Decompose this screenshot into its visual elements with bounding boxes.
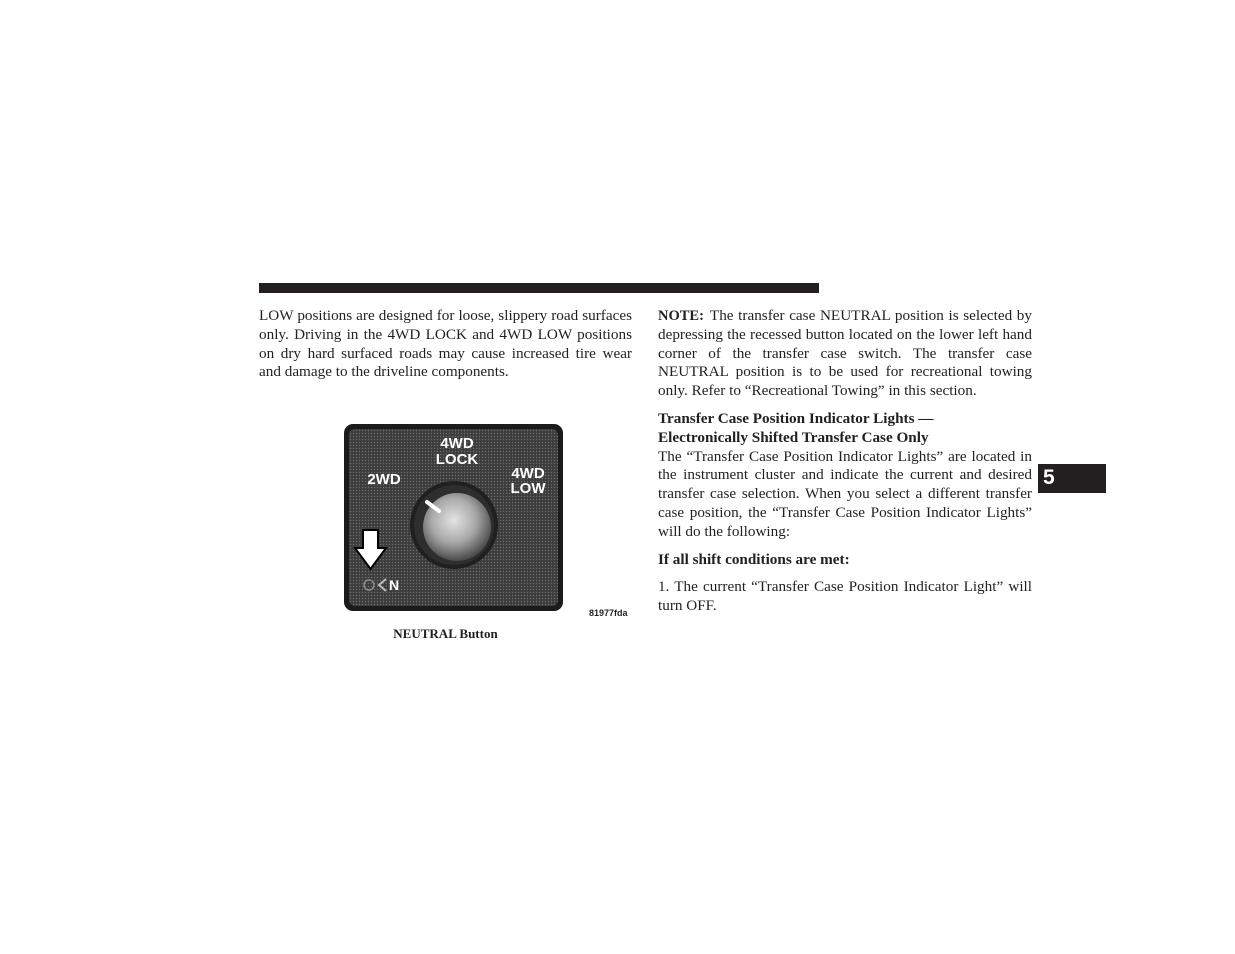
list-item: 1. The current “Transfer Case Position Indicator Light” will turn OFF.: [658, 578, 1032, 615]
section-heading-line-1: Transfer Case Position Indicator Lights —: [658, 409, 934, 427]
indicator-paragraph: The “Transfer Case Position Indicator Lights” are located in the instrument cluster and indicate the current and desired transfer case selection. When you select a different transfer case position, the “Transfer Case Position Indicator Lights” will do the following:: [658, 447, 1032, 540]
right-column: [658, 307, 1032, 616]
section-number: 5: [1043, 466, 1055, 489]
label-neutral: N: [389, 577, 400, 593]
label-lock: LOCK: [435, 451, 479, 468]
header-rule: [259, 283, 819, 293]
transfer-case-switch-figure: [343, 423, 564, 612]
figure-code: 81977fda: [589, 608, 628, 618]
note-text: The transfer case NEUTRAL position is selected by depressing the recessed button located on the lower left hand corner of the transfer case switch. The transfer case NEUTRAL position is to be used for recreational towing only. Refer to “Recreational Towing” in this section.: [658, 307, 1032, 400]
switch-illustration: [343, 423, 564, 612]
section-heading-line-2: Electronically Shifted Transfer Case Only: [658, 428, 929, 446]
label-4wd-lock-top: 4WD: [440, 435, 474, 452]
label-low: LOW: [510, 480, 546, 497]
section-tab: [1038, 464, 1106, 493]
section-heading: [658, 410, 1032, 448]
note-label: NOTE:: [658, 308, 704, 324]
label-2wd: 2WD: [367, 471, 401, 488]
left-column: [259, 307, 632, 382]
body-paragraph: LOW positions are designed for loose, slippery road surfaces only. Driving in the 4WD LOCK and 4WD LOW positions on dry hard surfaced roads may cause increased tire wear and damage to the driveline components.: [259, 307, 632, 381]
label-4wd-low-top: 4WD: [511, 465, 545, 482]
conditions-heading: If all shift conditions are met:: [658, 550, 850, 568]
note-paragraph: [658, 307, 1032, 401]
selector-knob[interactable]: [423, 493, 491, 561]
figure-caption: NEUTRAL Button: [393, 626, 498, 641]
